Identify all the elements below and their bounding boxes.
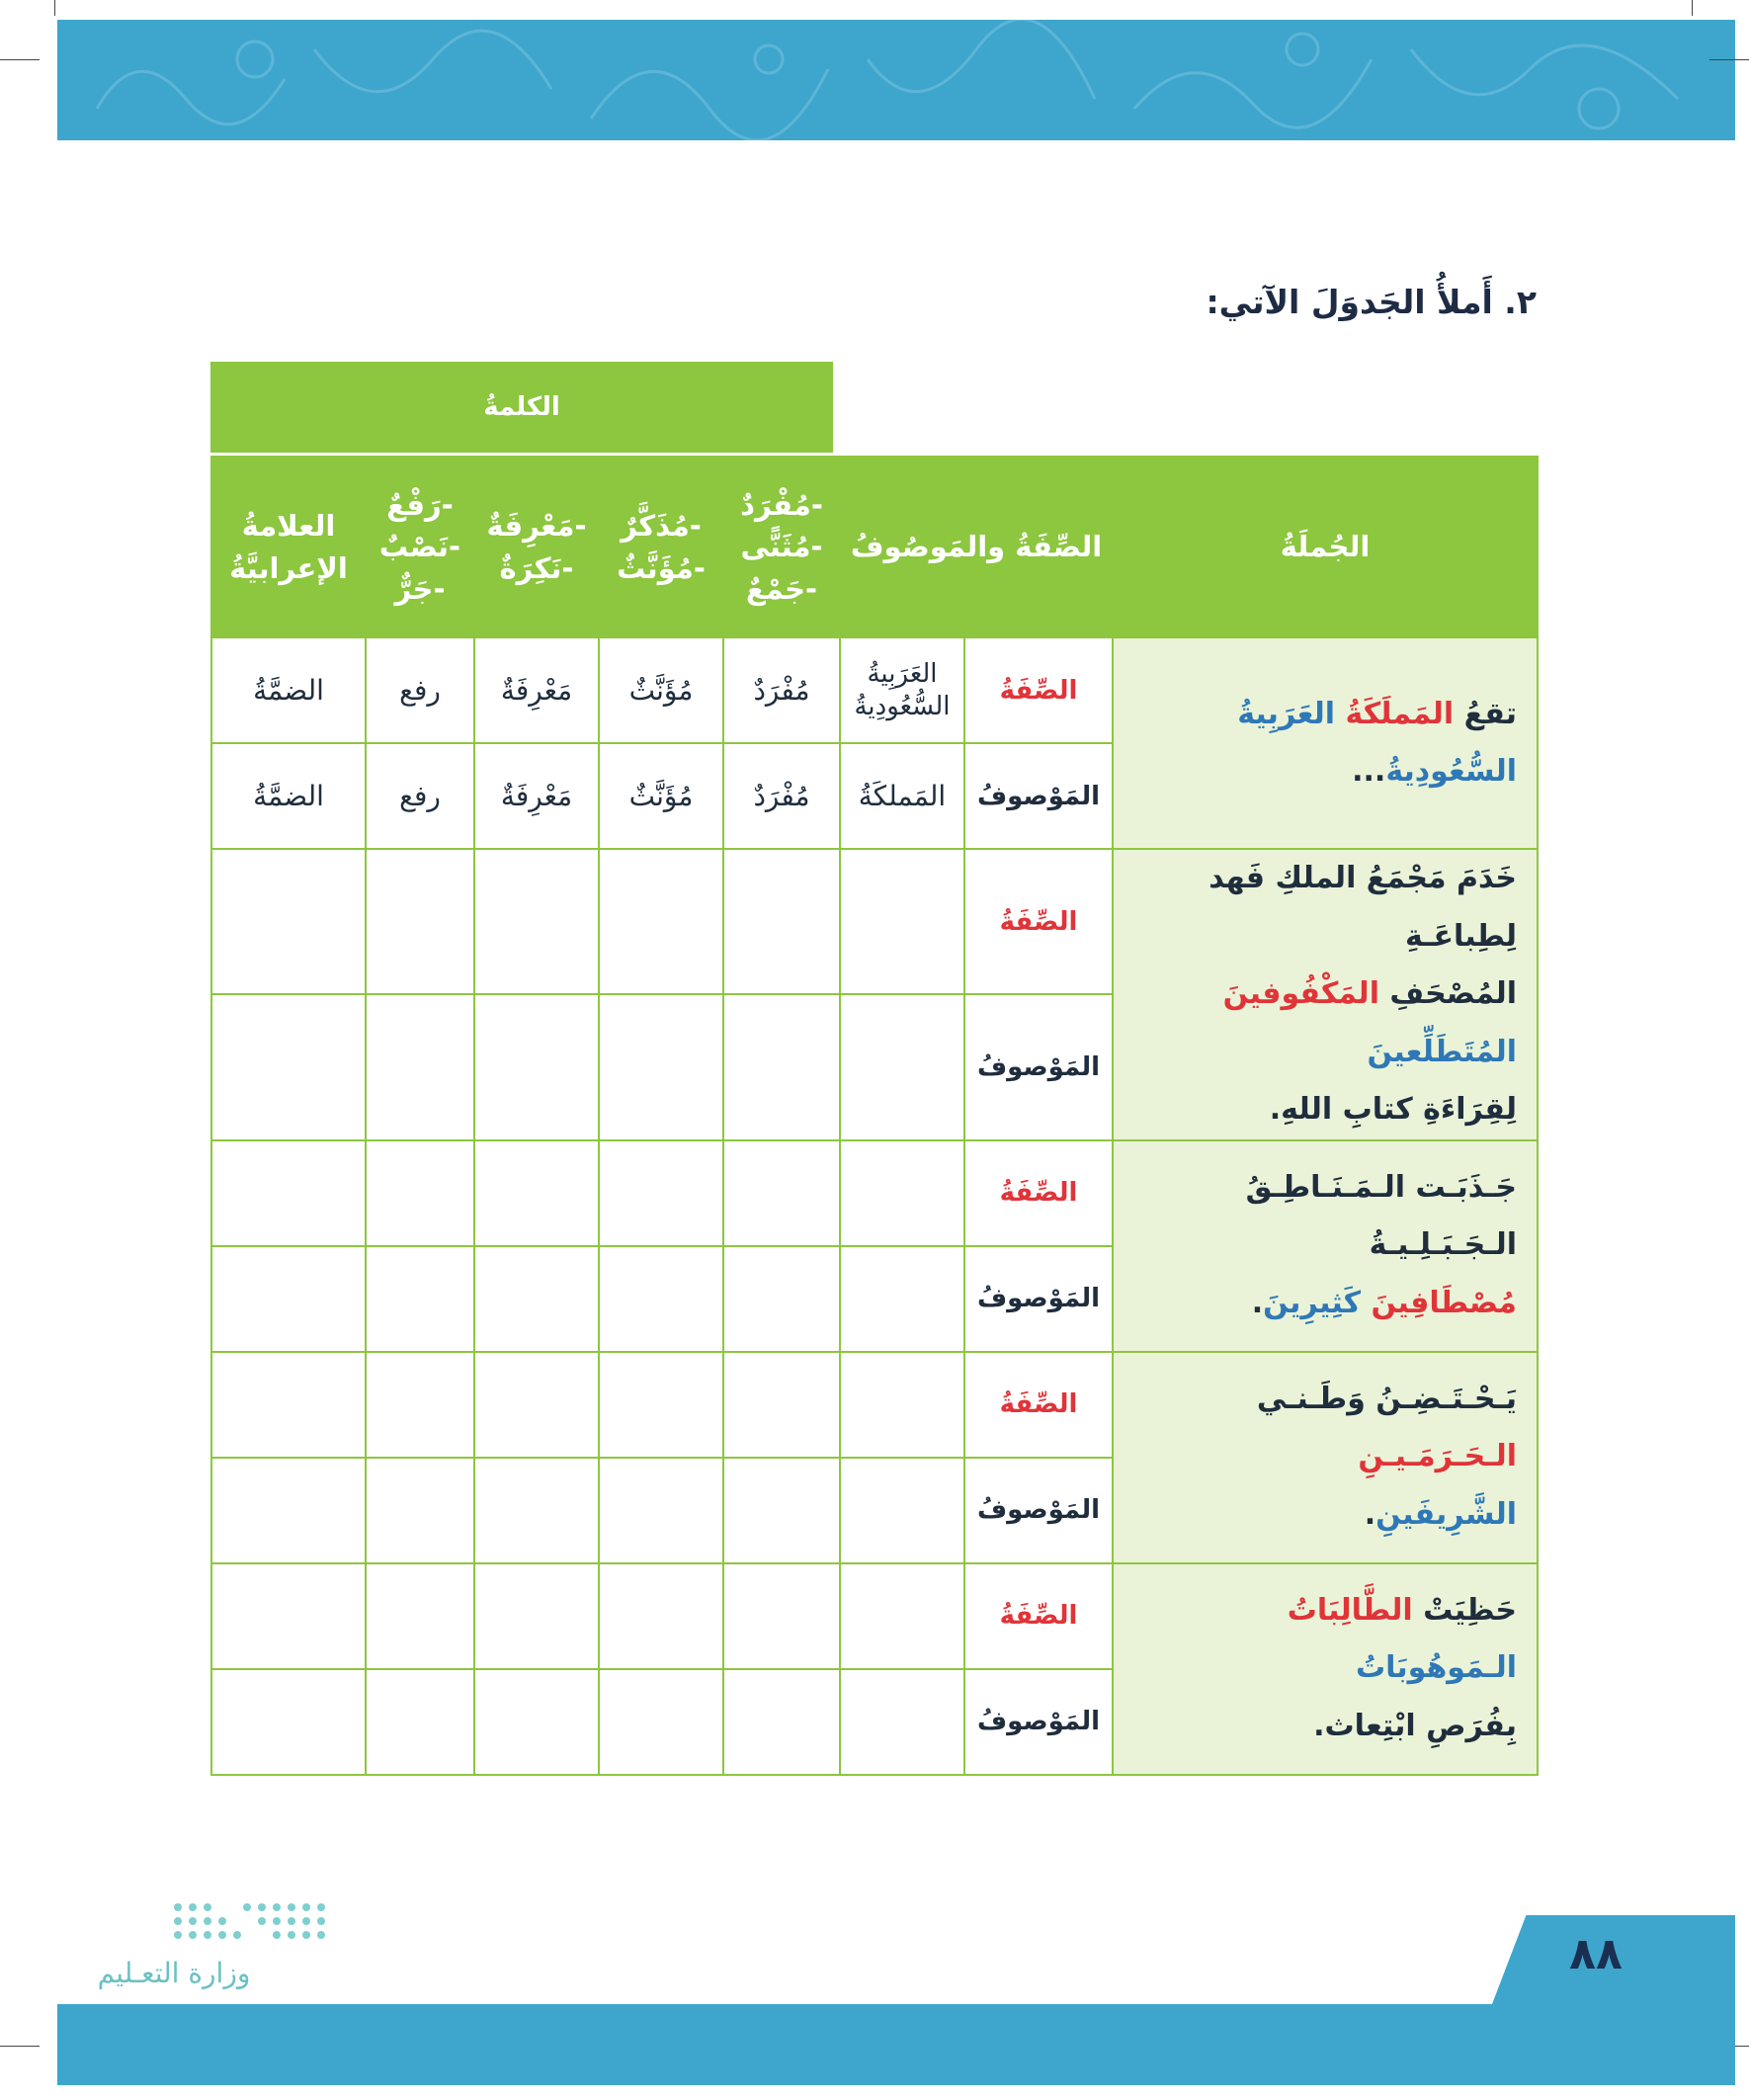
answer-cell[interactable] bbox=[366, 1246, 474, 1352]
answer-cell[interactable] bbox=[211, 1352, 366, 1458]
label-sifa: الصِّفَةُ bbox=[964, 637, 1113, 743]
page-number: ٨٨ bbox=[1569, 1929, 1623, 1979]
example-mawsuf-sign: الضمَّةُ bbox=[211, 743, 366, 849]
answer-cell[interactable] bbox=[474, 1458, 599, 1563]
example-sifa-number: مُفْرَدٌ bbox=[723, 637, 840, 743]
answer-cell[interactable] bbox=[723, 994, 840, 1139]
header-adj-noun: الصِّفَةُ والمَوصُوفُ bbox=[840, 457, 1113, 637]
answer-cell[interactable] bbox=[366, 994, 474, 1139]
answer-cell[interactable] bbox=[840, 1563, 964, 1669]
label-sifa: الصِّفَةُ bbox=[964, 1352, 1113, 1458]
answer-cell[interactable] bbox=[211, 1563, 366, 1669]
answer-cell[interactable] bbox=[840, 1246, 964, 1352]
answer-cell[interactable] bbox=[840, 994, 964, 1139]
example-mawsuf-word: المَملكَةُ bbox=[840, 743, 964, 849]
answer-cell[interactable] bbox=[474, 1352, 599, 1458]
answer-cell[interactable] bbox=[840, 1669, 964, 1775]
label-mawsuf: المَوْصوفُ bbox=[964, 994, 1113, 1139]
answer-cell[interactable] bbox=[723, 1352, 840, 1458]
answer-cell[interactable] bbox=[599, 1140, 723, 1246]
label-mawsuf: المَوْصوفُ bbox=[964, 1669, 1113, 1775]
answer-cell[interactable] bbox=[366, 1563, 474, 1669]
header-number: -مُفْرَدٌ -مُثَنًّى -جَمْعٌ bbox=[723, 457, 840, 637]
bottom-decorative-band bbox=[57, 2004, 1735, 2085]
answer-cell[interactable] bbox=[723, 1458, 840, 1563]
crop-mark bbox=[0, 2046, 40, 2047]
crop-mark bbox=[54, 0, 55, 16]
answer-cell[interactable] bbox=[474, 1563, 599, 1669]
answer-cell[interactable] bbox=[211, 849, 366, 994]
answer-cell[interactable] bbox=[474, 1140, 599, 1246]
top-decorative-band bbox=[57, 20, 1735, 140]
answer-cell[interactable] bbox=[840, 1352, 964, 1458]
answer-cell[interactable] bbox=[599, 1246, 723, 1352]
table-row bbox=[211, 849, 1538, 994]
table-row bbox=[211, 1140, 1538, 1246]
answer-cell[interactable] bbox=[211, 994, 366, 1139]
answer-cell[interactable] bbox=[211, 1246, 366, 1352]
question-title: ٢. أَملأُ الجَدوَلَ الآتي: bbox=[1206, 283, 1537, 321]
example-mawsuf-gender: مُؤَنَّثٌ bbox=[599, 743, 723, 849]
answer-cell[interactable] bbox=[211, 1669, 366, 1775]
answer-cell[interactable] bbox=[474, 1246, 599, 1352]
example-sifa-sign: الضمَّةُ bbox=[211, 637, 366, 743]
answer-cell[interactable] bbox=[211, 1458, 366, 1563]
calligraphy-pattern bbox=[57, 20, 1735, 140]
answer-cell[interactable] bbox=[366, 1458, 474, 1563]
answer-cell[interactable] bbox=[366, 849, 474, 994]
label-sifa: الصِّفَةُ bbox=[964, 1563, 1113, 1669]
example-mawsuf-definiteness: مَعْرِفَةٌ bbox=[474, 743, 599, 849]
answer-cell[interactable] bbox=[723, 1563, 840, 1669]
answer-cell[interactable] bbox=[723, 1140, 840, 1246]
answer-cell[interactable] bbox=[723, 1246, 840, 1352]
example-mawsuf-number: مُفْرَدٌ bbox=[723, 743, 840, 849]
answer-cell[interactable] bbox=[599, 849, 723, 994]
answer-cell[interactable] bbox=[599, 1458, 723, 1563]
sentence-3: يَـحْـتَـضِـنُ وَطَـنـي الـحَـرَمَـيـنِ الشَّرِيفَينِ. bbox=[1113, 1352, 1538, 1563]
label-mawsuf: المَوْصوفُ bbox=[964, 743, 1113, 849]
answer-cell[interactable] bbox=[211, 1140, 366, 1246]
example-sifa-word: العَرَبِيةُ السُّعُودِيةُ bbox=[840, 637, 964, 743]
answer-cell[interactable] bbox=[366, 1352, 474, 1458]
crop-mark bbox=[0, 59, 40, 60]
label-mawsuf: المَوْصوفُ bbox=[964, 1458, 1113, 1563]
answer-cell[interactable] bbox=[840, 849, 964, 994]
header-case: -رَفْعٌ -نَصْبٌ -جَرٌّ bbox=[366, 457, 474, 637]
answer-cell[interactable] bbox=[474, 1669, 599, 1775]
answer-cell[interactable] bbox=[474, 994, 599, 1139]
example-sifa-gender: مُؤَنَّثٌ bbox=[599, 637, 723, 743]
header-sign: العلامةُ الإعرابيَّةُ bbox=[211, 457, 366, 637]
table-row bbox=[211, 1563, 1538, 1669]
example-sentence: تقعُ المَملَكَةُ العَرَبِيةُ السُّعُودِيةُ... bbox=[1113, 637, 1538, 849]
crop-mark bbox=[1692, 0, 1693, 16]
answer-cell[interactable] bbox=[599, 1352, 723, 1458]
answer-cell[interactable] bbox=[366, 1140, 474, 1246]
exercise-table bbox=[210, 456, 1539, 1776]
answer-cell[interactable] bbox=[599, 994, 723, 1139]
table-header-row bbox=[211, 457, 1538, 637]
answer-cell[interactable] bbox=[366, 1669, 474, 1775]
header-definiteness: -مَعْرِفَةٌ -نَكِرَةٌ bbox=[474, 457, 599, 637]
label-mawsuf: المَوْصوفُ bbox=[964, 1246, 1113, 1352]
word-group-header: الكلمةُ bbox=[210, 362, 833, 453]
answer-cell[interactable] bbox=[599, 1669, 723, 1775]
answer-cell[interactable] bbox=[599, 1563, 723, 1669]
table-row bbox=[211, 637, 1538, 743]
example-sifa-case: رفع bbox=[366, 637, 474, 743]
label-sifa: الصِّفَةُ bbox=[964, 849, 1113, 994]
example-sifa-definiteness: مَعْرِفَةٌ bbox=[474, 637, 599, 743]
table-row bbox=[211, 1352, 1538, 1458]
example-mawsuf-case: رفع bbox=[366, 743, 474, 849]
ministry-logo-text: وزارة التعـليم bbox=[97, 1957, 251, 1989]
answer-cell[interactable] bbox=[840, 1140, 964, 1246]
header-gender: -مُذَكَّرٌ -مُؤَنَّثٌ bbox=[599, 457, 723, 637]
label-sifa: الصِّفَةُ bbox=[964, 1140, 1113, 1246]
answer-cell[interactable] bbox=[840, 1458, 964, 1563]
header-sentence: الجُملَةُ bbox=[1113, 457, 1538, 637]
crop-mark bbox=[1709, 59, 1749, 60]
ministry-logo bbox=[99, 1897, 336, 2006]
sentence-2: جَـذَبَـت الـمَـنَـاطِـقُ الـجَـبَـلِـيـةُ مُصْطَافِينَ كَثِيرِينَ. bbox=[1113, 1140, 1538, 1352]
answer-cell[interactable] bbox=[723, 1669, 840, 1775]
sentence-4: حَظِيَتْ الطَّالِبَاتُ الـمَوهُوبَاتُ بِفُرَصِ ابْتِعاث. bbox=[1113, 1563, 1538, 1775]
sentence-1: خَدَمَ مَجْمَعُ الملكِ فَهد لِطِباعَـةِ المُصْحَفِ المَكْفُوفينَ المُتَطَلِّعينَ لِقِرَاءَةِ كتابِ اللهِ. bbox=[1113, 849, 1538, 1140]
answer-cell[interactable] bbox=[723, 849, 840, 994]
answer-cell[interactable] bbox=[474, 849, 599, 994]
